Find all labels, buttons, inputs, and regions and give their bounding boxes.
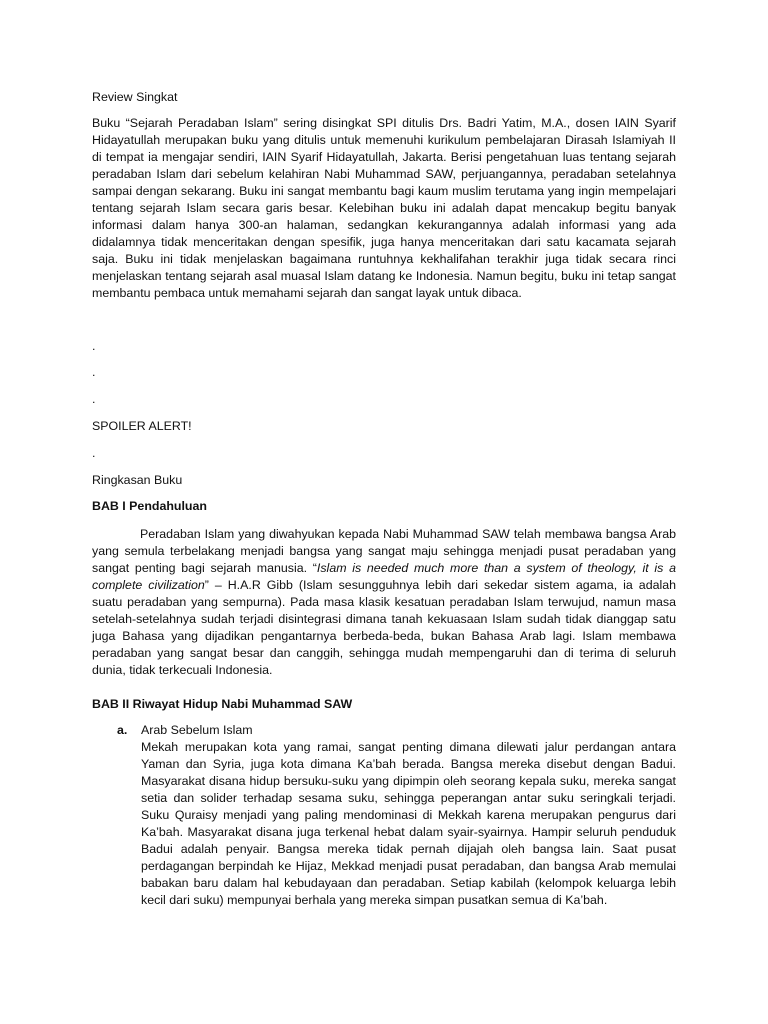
separator-dot: . — [92, 446, 96, 460]
separator-dot: . — [92, 392, 96, 406]
bab1-quote: Islam is needed much more than a system of theology, it is a complete civilization — [92, 561, 676, 592]
review-paragraph: Buku “Sejarah Peradaban Islam” sering disingkat SPI ditulis Drs. Badri Yatim, M.A., dosen IAIN Syarif Hidayatullah merupakan buku yang ditulis untuk memenuhi kurikulum pembelajaran Dirasah Islamiyah II di tempat ia mengajar sendiri, IAIN Syarif Hidayatullah, Jakarta. Berisi pengetahuan luas tentang sejarah peradaban Islam dari sebelum kelahiran Nabi Muhammad SAW, perjuangannya, peradaban setelahnya sampai dengan sekarang. Buku ini sangat membantu bagi kaum muslim terutama yang ingin mempelajari tentang sejarah Islam secara garis besar. Kelebihan buku ini adalah dapat mencakup begitu banyak informasi dalam hanya 300-an halaman, sedangkan kekurangannya adalah informasi yang ada didalamnya tidak menceritakan dengan spesifik, juga hanya menceritakan dari satu kacamata sejarah saja. Buku ini tidak menjelaskan bagaimana runtuhnya kekhalifahan terakhir juga tidak secara rinci menjelaskan tentang sejarah asal muasal Islam datang ke Indonesia. Namun begitu, buku ini tetap sangat membantu pembaca untuk memahami sejarah dan sangat layak untuk dibaca. — [92, 116, 676, 300]
spoiler-alert: SPOILER ALERT! — [92, 419, 192, 433]
bab2-item-a-title: Arab Sebelum Islam — [141, 723, 253, 737]
bab1-paragraph — [92, 526, 676, 679]
bab1-text-start: Peradaban Islam yang diwahyukan kepada Nabi Muhammad SAW telah membawa bangsa Arab yang semula terbelakang menjadi bangsa yang sangat maju sehingga menjadi pusat peradaban yang sangat penting bagi sejarah manusia. “ — [92, 527, 676, 575]
bab2-item-a-body: Mekah merupakan kota yang ramai, sangat penting dimana dilewati jalur perdangan antara Yaman dan Syria, juga kota dimana Ka’bah berada. Bangsa mereka disebut dengan Badui. Masyarakat disana hidup bersuku-suku yang dipimpin oleh seorang kepala suku, mereka sangat setia dan solider terhadap sesama suku, sehingga peperangan antar suku seringkali terjadi. Suku Quraisy menjadi yang paling mendominasi di Mekkah karena merupakan pengurus dari Ka’bah. Masyarakat disana juga terkenal hebat dalam syair-syairnya. Hampir seluruh penduduk Badui adalah penyair. Bangsa mereka tidak pernah dijajah oleh bangsa lain. Saat pusat perdagangan berpindah ke Hijaz, Mekkad menjadi pusat peradaban, dan bangsa Arab memulai babakan baru dalam hal kebudayaan dan peradaban. Setiap kabilah (kelompok keluarga lebih kecil dari suku) mempunyai berhala yang mereka simpan pusatkan semua di Ka’bah. — [141, 740, 676, 907]
summary-heading: Ringkasan Buku — [92, 473, 183, 487]
separator-dot: . — [92, 339, 96, 353]
review-heading: Review Singkat — [92, 90, 178, 104]
bab1-text-end: ” – H.A.R Gibb (Islam sesungguhnya lebih dari sekedar sistem agama, ia adalah suatu peradaban yang sempurna). Pada masa klasik kesatuan peradaban Islam terwujud, namun masa setelah-setelahnya sudah terjadi disintegrasi dimana tanah kekuasaan Islam sudah tidak dianggap satu juga Bahasa yang dijadikan pengantarnya berbeda-beda, bukan Bahasa Arab lagi. Islam membawa peradaban yang sangat besar dan canggih, sehingga mudah mempengaruhi dan di terima di seluruh dunia, tidak terkecuali Indonesia. — [92, 578, 677, 677]
separator-dot: . — [92, 365, 96, 379]
bab1-heading: BAB I Pendahuluan — [92, 499, 207, 513]
list-marker: a. — [117, 723, 128, 737]
bab2-heading: BAB II Riwayat Hidup Nabi Muhammad SAW — [92, 697, 353, 711]
